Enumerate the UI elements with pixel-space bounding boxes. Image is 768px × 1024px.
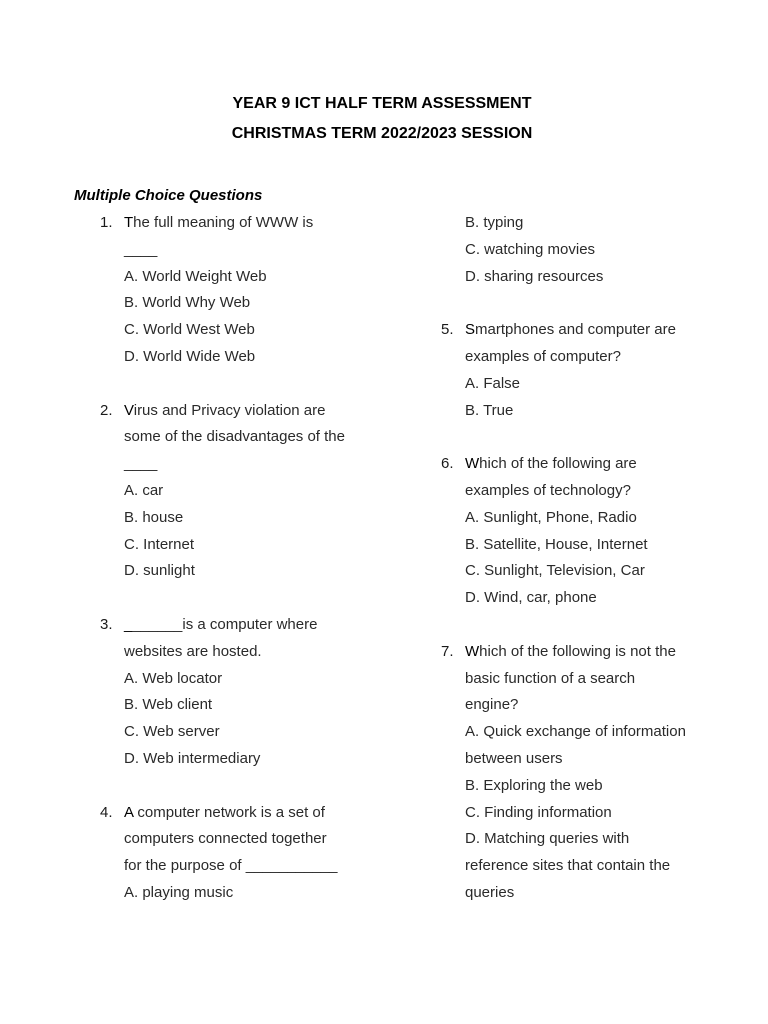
question-text: A computer network is a set of — [124, 803, 325, 821]
document-subtitle: CHRISTMAS TERM 2022/2023 SESSION — [231, 125, 533, 142]
option: queries — [465, 883, 515, 901]
question-number: 1. — [100, 214, 113, 231]
option: A. Quick exchange of information — [465, 723, 686, 741]
question-number: 7. — [441, 642, 454, 660]
question-text: for the purpose of ___________ — [124, 857, 338, 875]
document-title: YEAR 9 ICT HALF TERM ASSESSMENT — [232, 95, 532, 112]
question-text: ____ — [124, 240, 158, 258]
right-column — [441, 210, 701, 934]
left-column — [100, 210, 350, 934]
option: A. World Weight Web — [124, 267, 267, 285]
option: A. Web locator — [124, 669, 223, 687]
question-text: Which of the following is not the — [465, 642, 676, 660]
question-text: examples of technology? — [465, 481, 631, 499]
question-text: computers connected together — [124, 830, 327, 848]
section-heading: Multiple Choice Questions — [74, 187, 263, 204]
option: D. sharing resources — [465, 267, 604, 285]
option: D. sunlight — [124, 562, 195, 580]
option: B. typing — [465, 214, 524, 231]
option: B. house — [124, 508, 184, 526]
question-number: 3. — [100, 615, 113, 633]
option: A. False — [465, 374, 521, 392]
question-text: Smartphones and computer are — [465, 321, 676, 339]
option: C. Finding information — [465, 803, 612, 821]
question-7 — [441, 639, 701, 907]
question-2 — [100, 398, 350, 586]
option: D. Wind, car, phone — [465, 589, 597, 607]
option: B. World Why Web — [124, 294, 251, 312]
question-number: 6. — [441, 455, 454, 473]
question-4-continued — [441, 210, 701, 290]
question-1 — [100, 210, 350, 371]
option: A. car — [124, 481, 164, 499]
question-number: 2. — [100, 401, 113, 419]
question-text: The full meaning of WWW is — [124, 214, 314, 231]
option: B. True — [465, 401, 514, 419]
option: A. Sunlight, Phone, Radio — [465, 508, 637, 526]
option: between users — [465, 749, 563, 767]
question-4 — [100, 800, 350, 907]
option: A. playing music — [124, 883, 234, 901]
option: B. Web client — [124, 696, 213, 714]
question-text: examples of computer? — [465, 347, 621, 365]
question-text: engine? — [465, 696, 519, 714]
question-3 — [100, 612, 350, 773]
option: D. World Wide Web — [124, 347, 256, 365]
option: C. Internet — [124, 535, 195, 553]
option: C. Sunlight, Television, Car — [465, 562, 645, 580]
question-text: Virus and Privacy violation are — [124, 401, 326, 419]
option: C. World West Web — [124, 321, 255, 339]
option: B. Satellite, House, Internet — [465, 535, 648, 553]
option: C. watching movies — [465, 240, 596, 258]
question-5 — [441, 317, 701, 424]
option: D. Matching queries with — [465, 830, 630, 848]
option: D. Web intermediary — [124, 749, 261, 767]
option: B. Exploring the web — [465, 776, 603, 794]
question-6 — [441, 451, 701, 612]
question-text: ____ — [124, 455, 158, 473]
question-number: 5. — [441, 321, 454, 339]
question-text: Which of the following are — [465, 455, 637, 473]
option: reference sites that contain the — [465, 857, 671, 875]
question-text: some of the disadvantages of the — [124, 428, 345, 446]
question-text: websites are hosted. — [124, 642, 262, 660]
question-text: basic function of a search — [465, 669, 636, 687]
question-number: 4. — [100, 803, 113, 821]
question-text: _______is a computer where — [124, 615, 318, 633]
option: C. Web server — [124, 723, 220, 741]
